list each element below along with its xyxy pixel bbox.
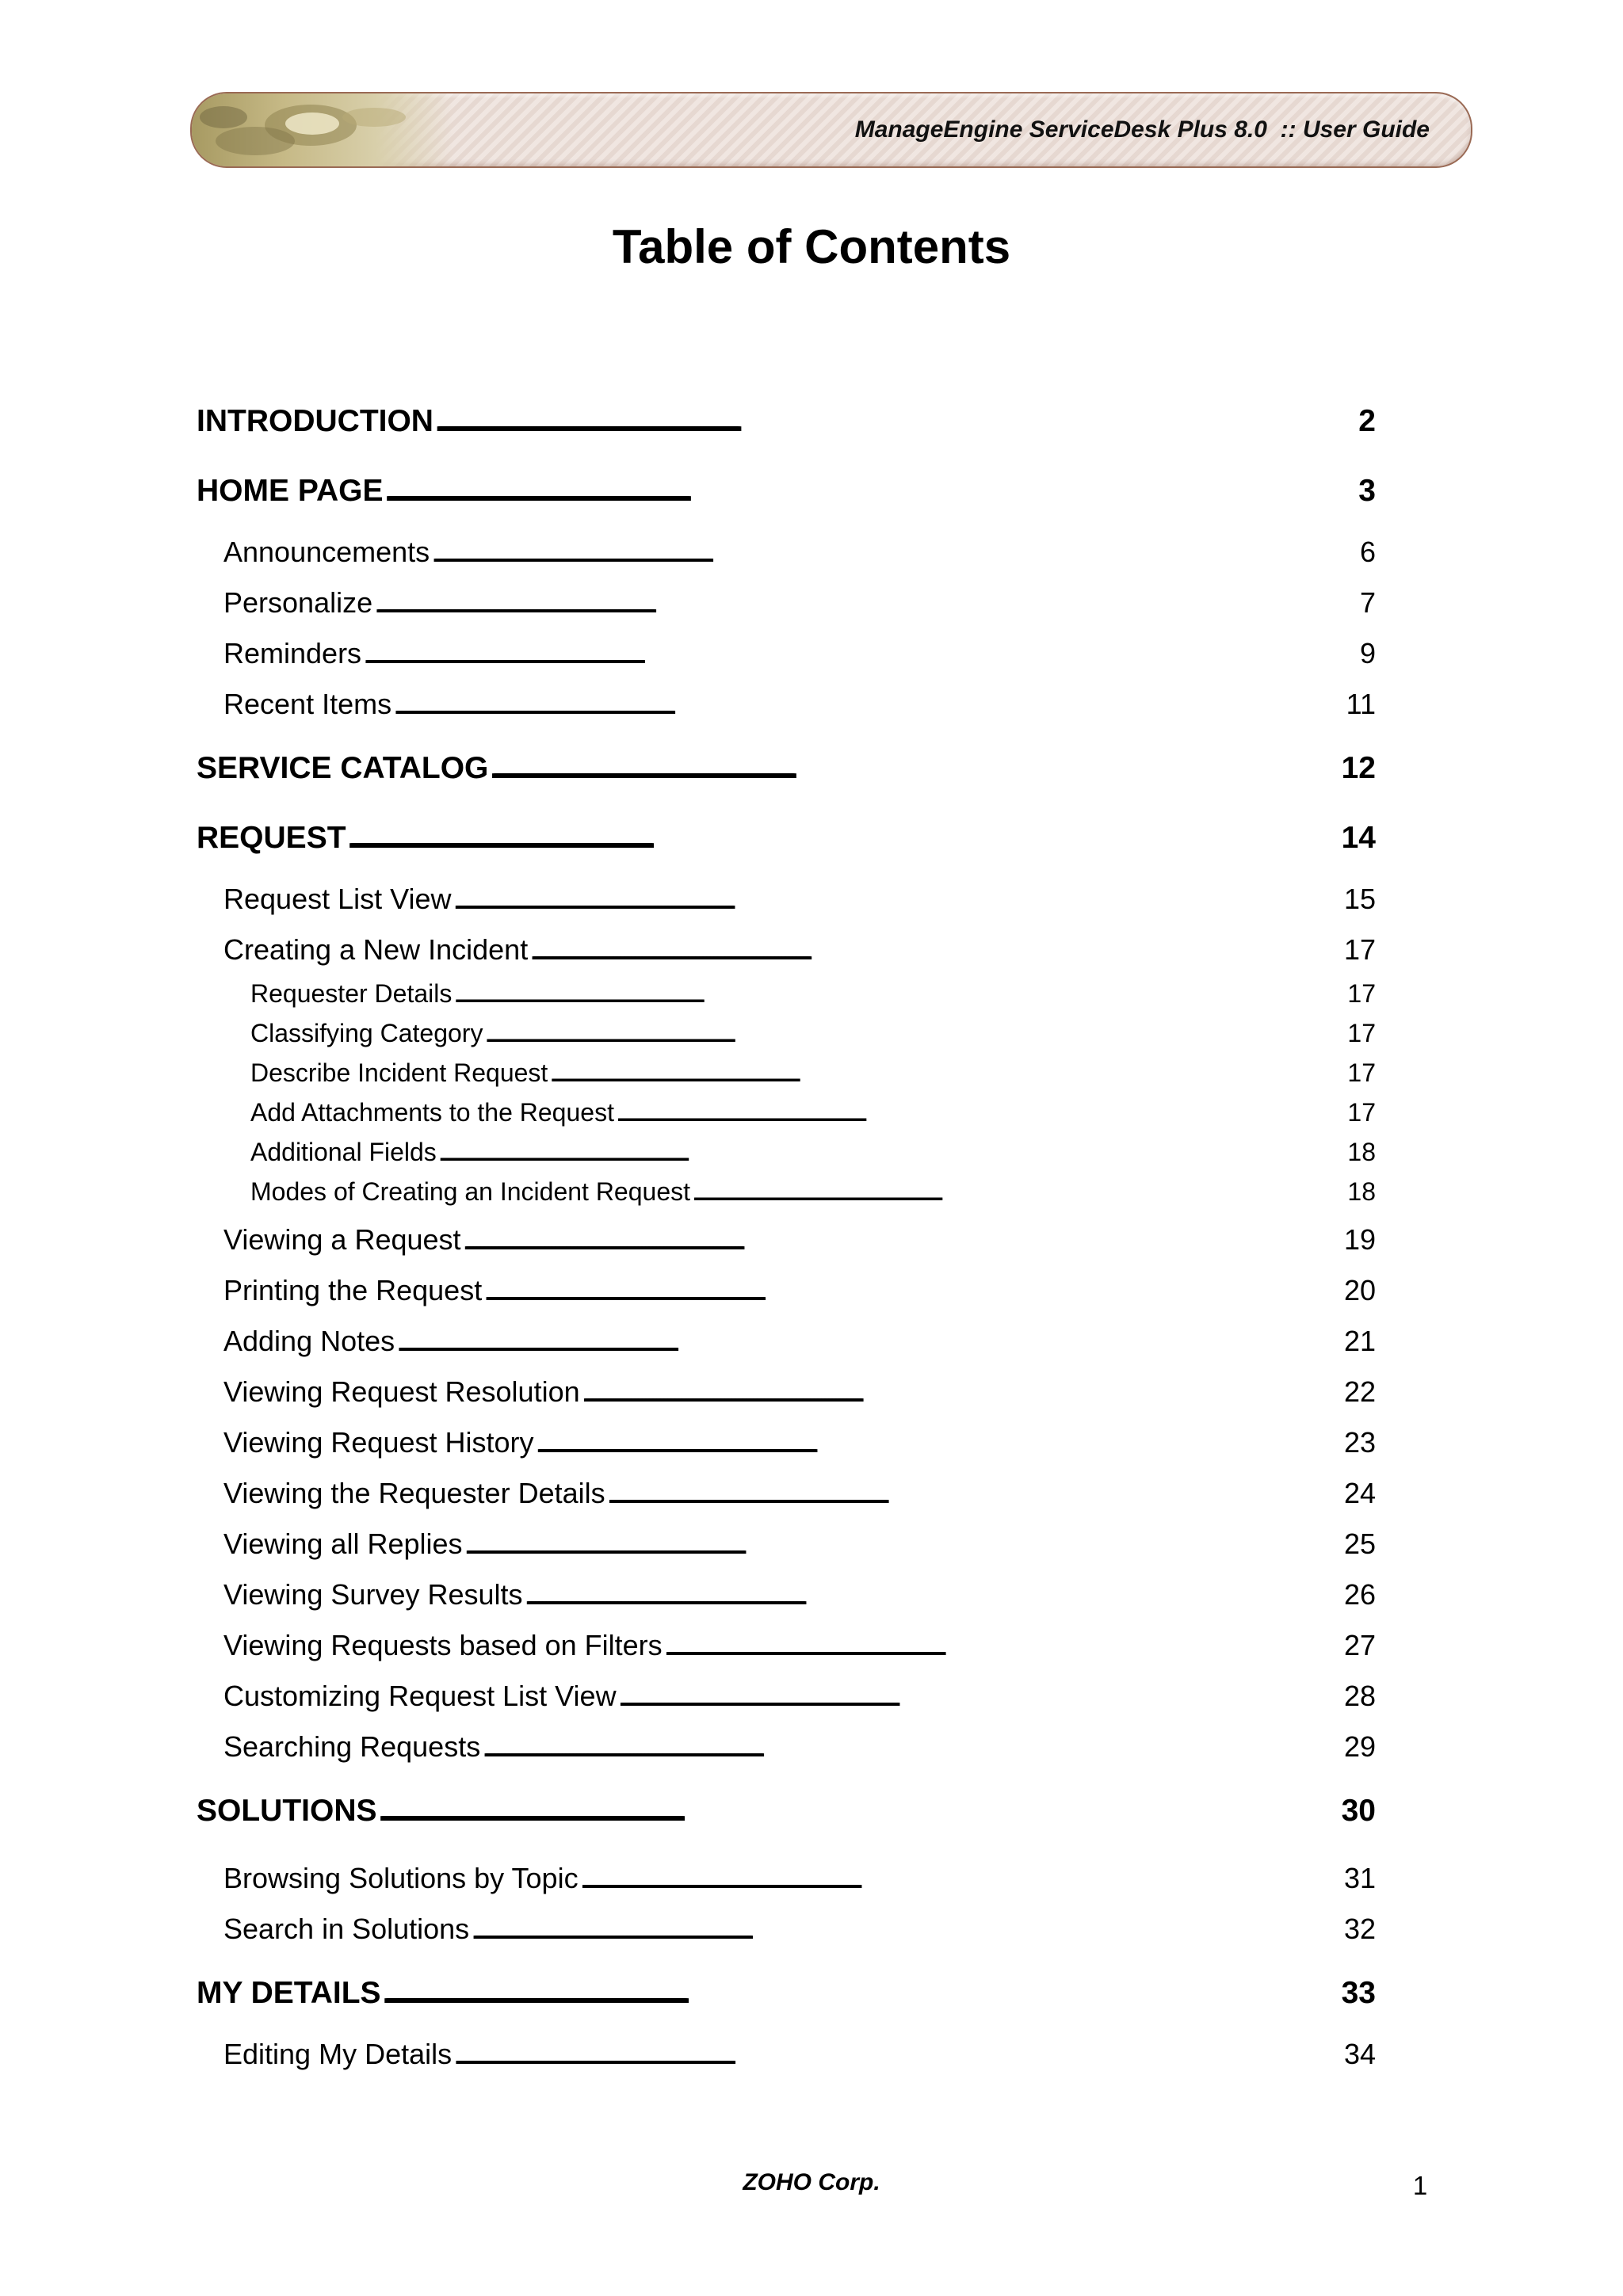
toc-entry-label: Additional Fields: [250, 1138, 437, 1166]
toc-entry[interactable]: [223, 933, 1376, 967]
toc-entry-page: 30: [1341, 1794, 1376, 1828]
toc-entry-label: Browsing Solutions by Topic: [223, 1862, 579, 1894]
toc-entry-page: 17: [1347, 1058, 1376, 1087]
toc-entry-page: 14: [1341, 821, 1376, 855]
toc-entry[interactable]: [223, 1375, 1376, 1409]
toc-entry-page: 22: [1343, 1375, 1376, 1408]
toc-entry[interactable]: [250, 979, 1376, 1009]
toc-entry-page: 18: [1347, 1138, 1376, 1166]
toc-dot-leader: [438, 1138, 1346, 1167]
toc-dot-leader: [463, 1223, 1342, 1257]
toc-dot-leader: [529, 933, 1342, 967]
toc-dot-leader: [471, 1913, 1342, 1946]
toc-entry-label: Customizing Request List View: [223, 1680, 617, 1712]
toc-entry-label: SERVICE CATALOG: [197, 751, 489, 785]
toc-entry[interactable]: [223, 1426, 1376, 1459]
toc-dot-leader: [435, 404, 1357, 439]
toc-entry-page: 17: [1347, 1019, 1376, 1047]
toc-entry-label: Editing My Details: [223, 2038, 453, 2070]
toc-entry-label: HOME PAGE: [197, 474, 384, 508]
toc-entry[interactable]: [197, 1976, 1376, 2011]
toc-entry[interactable]: [223, 1730, 1376, 1764]
toc-entry[interactable]: [223, 1629, 1376, 1662]
toc-entry-label: Recent Items: [223, 688, 392, 720]
toc-dot-leader: [348, 821, 1340, 856]
toc-dot-leader: [384, 474, 1357, 509]
toc-dot-leader: [453, 2038, 1342, 2071]
toc-entry-page: 20: [1343, 1274, 1376, 1306]
toc-entry[interactable]: [197, 474, 1376, 509]
toc-entry[interactable]: [223, 1578, 1376, 1611]
toc-entry[interactable]: [223, 1325, 1376, 1358]
toc-dot-leader: [490, 751, 1339, 786]
toc-entry-page: 6: [1359, 536, 1376, 568]
toc-entry-page: 32: [1343, 1913, 1376, 1945]
toc-entry-page: 29: [1343, 1730, 1376, 1763]
toc-dot-leader: [692, 1177, 1346, 1207]
toc-dot-leader: [616, 1098, 1346, 1127]
toc-entry-label: Viewing Survey Results: [223, 1578, 523, 1611]
toc-entry-page: 23: [1343, 1426, 1376, 1459]
toc-entry-page: 33: [1341, 1976, 1376, 2010]
toc-dot-leader: [464, 1527, 1342, 1561]
toc-entry-page: 7: [1359, 586, 1376, 619]
toc-entry[interactable]: [250, 1058, 1376, 1088]
toc-dot-leader: [396, 1325, 1342, 1358]
toc-entry[interactable]: [250, 1019, 1376, 1048]
toc-entry-page: 27: [1343, 1629, 1376, 1661]
toc-entry[interactable]: [223, 1913, 1376, 1946]
toc-dot-leader: [453, 883, 1342, 916]
toc-dot-leader: [549, 1058, 1346, 1088]
toc-dot-leader: [618, 1680, 1342, 1713]
toc-entry-label: Viewing the Requester Details: [223, 1477, 605, 1509]
toc-entry-page: 25: [1343, 1527, 1376, 1560]
toc-entry-label: Creating a New Incident: [223, 933, 529, 966]
toc-entry-page: 12: [1341, 751, 1376, 785]
toc-entry-page: 9: [1359, 637, 1376, 669]
toc-dot-leader: [453, 979, 1346, 1009]
toc-entry-label: MY DETAILS: [197, 1976, 381, 2010]
banner-title: ManageEngine ServiceDesk Plus 8.0 :: User Guide: [854, 116, 1430, 143]
toc-entry-page: 17: [1347, 1098, 1376, 1127]
toc-entry-label: INTRODUCTION: [197, 404, 433, 438]
toc-dot-leader: [484, 1019, 1346, 1048]
toc-entry[interactable]: [197, 1794, 1376, 1829]
toc-entry-label: Reminders: [223, 637, 362, 669]
toc-entry-label: REQUEST: [197, 821, 346, 855]
toc-entry-page: 31: [1343, 1862, 1376, 1894]
toc-entry-page: 21: [1343, 1325, 1376, 1357]
toc-entry-label: Requester Details: [250, 979, 453, 1008]
toc-entry[interactable]: [223, 688, 1376, 721]
toc-dot-leader: [431, 536, 1358, 569]
toc-entry-label: Searching Requests: [223, 1730, 481, 1763]
toc-entry[interactable]: [223, 1680, 1376, 1713]
toc-entry-page: 19: [1343, 1223, 1376, 1256]
toc-entry-page: 17: [1347, 979, 1376, 1008]
toc-entry-label: Request List View: [223, 883, 452, 915]
toc-entry-page: 24: [1343, 1477, 1376, 1509]
toc-entry-label: Printing the Request: [223, 1274, 483, 1306]
toc-dot-leader: [482, 1730, 1342, 1764]
toc-entry[interactable]: [250, 1138, 1376, 1167]
toc-entry-label: SOLUTIONS: [197, 1794, 377, 1828]
toc-entry[interactable]: [223, 883, 1376, 916]
toc-dot-leader: [379, 1794, 1340, 1829]
toc-entry-label: Classifying Category: [250, 1019, 483, 1047]
toc-entry-page: 28: [1343, 1680, 1376, 1712]
toc-entry[interactable]: [223, 1223, 1376, 1257]
toc-entry[interactable]: [223, 637, 1376, 670]
toc-entry[interactable]: [197, 751, 1376, 786]
toc-entry-page: 17: [1343, 933, 1376, 966]
toc-entry-page: 11: [1346, 688, 1376, 720]
toc-entry-label: Viewing Request Resolution: [223, 1375, 580, 1408]
toc-entry-label: Announcements: [223, 536, 430, 568]
toc-entry[interactable]: [223, 586, 1376, 620]
toc-entry-page: 34: [1343, 2038, 1376, 2070]
footer-page-number: 1: [1412, 2171, 1428, 2200]
toc-entry-label: Modes of Creating an Incident Request: [250, 1177, 690, 1206]
toc-entry-label: Describe Incident Request: [250, 1058, 548, 1087]
toc-dot-leader: [383, 1976, 1340, 2011]
toc-entry-label: Add Attachments to the Request: [250, 1098, 614, 1127]
toc-entry-page: 2: [1358, 404, 1376, 438]
toc-entry-page: 26: [1343, 1578, 1376, 1611]
toc-dot-leader: [536, 1426, 1342, 1459]
toc-entry-label: Viewing Requests based on Filters: [223, 1629, 663, 1661]
page-title: Table of Contents: [612, 220, 1011, 273]
toc-entry[interactable]: [197, 821, 1376, 856]
toc-entry[interactable]: [223, 2038, 1376, 2071]
toc-entry-page: 18: [1347, 1177, 1376, 1206]
toc-entry-label: Search in Solutions: [223, 1913, 470, 1945]
toc-dot-leader: [393, 688, 1345, 721]
toc-entry-label: Viewing all Replies: [223, 1527, 463, 1560]
toc-entry[interactable]: [250, 1098, 1376, 1127]
toc-entry-page: 15: [1343, 883, 1376, 915]
toc-entry[interactable]: [223, 1274, 1376, 1307]
toc-entry[interactable]: [223, 1527, 1376, 1561]
toc-entry-label: Personalize: [223, 586, 373, 619]
toc-dot-leader: [525, 1578, 1342, 1611]
toc-dot-leader: [374, 586, 1358, 620]
toc-entry-label: Viewing Request History: [223, 1426, 534, 1459]
toc-entry[interactable]: [250, 1177, 1376, 1207]
footer-company: ZOHO Corp.: [743, 2169, 880, 2195]
toc-entry[interactable]: [197, 404, 1376, 439]
toc-dot-leader: [483, 1274, 1342, 1307]
toc-entry[interactable]: [223, 1477, 1376, 1510]
toc-entry-label: Viewing a Request: [223, 1223, 461, 1256]
toc-dot-leader: [607, 1477, 1342, 1510]
toc-entry[interactable]: [223, 1862, 1376, 1895]
toc-entry[interactable]: [223, 536, 1376, 569]
toc-dot-leader: [363, 637, 1358, 670]
toc-entry-label: Adding Notes: [223, 1325, 395, 1357]
toc-dot-leader: [582, 1375, 1342, 1409]
toc-dot-leader: [580, 1862, 1342, 1895]
toc-dot-leader: [664, 1629, 1342, 1662]
toc-entry-page: 3: [1358, 474, 1376, 508]
